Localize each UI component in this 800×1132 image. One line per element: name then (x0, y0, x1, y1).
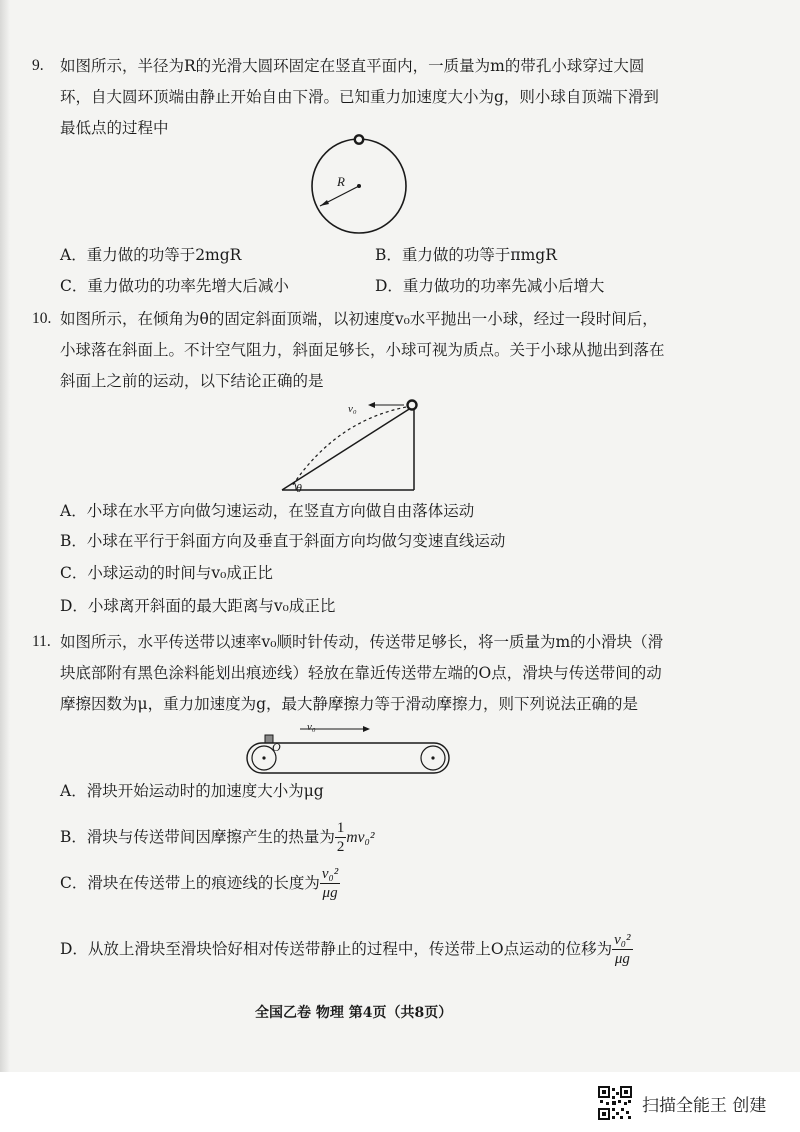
q10-stem-line-1: 如图所示，在倾角为θ的固定斜面顶端，以初速度v₀水平抛出一小球，经过一段时间后， (60, 310, 658, 328)
q11-stem-line-3: 摩擦因数为μ，重力加速度为g，最大静摩擦力等于滑动摩擦力，则下列说法正确的是 (60, 695, 638, 713)
q9-stem-line-1: 如图所示，半径为R的光滑大圆环固定在竖直平面内，一质量为m的带孔小球穿过大圆 (60, 57, 645, 75)
q10-stem-line-3: 斜面上之前的运动，以下结论正确的是 (60, 372, 324, 390)
q11-belt-velocity-label: v₀ (307, 721, 316, 733)
q11-number: 11. (32, 633, 51, 650)
q11-option-c-denominator: μg (322, 885, 338, 901)
q11-option-d-numerator: v₀² (614, 932, 631, 948)
q9-stem-line-3: 最低点的过程中 (60, 119, 169, 137)
q11-stem-line-2: 块底部附有黑色涂料能划出痕迹线）轻放在靠近传送带左端的O点，滑块与传送带间的动 (60, 664, 662, 682)
q11-point-o-label: O (272, 740, 281, 754)
q11-option-b-numerator: 1 (336, 820, 345, 836)
q11-option-a: A．滑块开始运动时的加速度大小为μg (60, 782, 324, 800)
q10-option-d: D．小球离开斜面的最大距离与v₀成正比 (60, 597, 336, 615)
q11-option-c (60, 864, 340, 902)
qr-code-icon (598, 1086, 632, 1120)
q11-option-c-fraction (320, 866, 340, 902)
q11-option-b-fraction (335, 820, 347, 856)
page-edge-shadow (0, 0, 10, 1072)
q10-angle-label: θ (296, 481, 302, 495)
q9-option-d: D．重力做功的功率先减小后增大 (375, 277, 605, 295)
scanner-watermark-label: 扫描全能王 创建 (642, 1096, 767, 1116)
q11-option-b-text: B．滑块与传送带间因摩擦产生的热量为 (60, 828, 335, 846)
q11-option-d (60, 930, 633, 968)
q9-radius-label: R (337, 174, 345, 189)
q9-number: 9. (32, 57, 44, 74)
q10-stem-line-2: 小球落在斜面上。不计空气阻力，斜面足够长，小球可视为质点。关于小球从抛出到落在 (60, 341, 665, 359)
q9-option-c: C．重力做功的功率先增大后减小 (60, 277, 289, 295)
q9-stem-line-2: 环，自大圆环顶端由静止开始自由下滑。已知重力加速度大小为g，则小球自顶端下滑到 (60, 88, 659, 106)
page-footer: 全国乙卷 物理 第4页（共8页） (255, 1005, 453, 1021)
q11-option-b-tail: mv₀² (346, 829, 375, 846)
q11-option-d-fraction (612, 932, 632, 968)
q11-option-d-denominator: μg (614, 951, 630, 967)
q10-option-c: C．小球运动的时间与v₀成正比 (60, 564, 273, 582)
q10-velocity-label: v₀ (348, 403, 357, 415)
q10-number: 10. (32, 310, 52, 327)
q11-option-b (60, 818, 375, 857)
q11-stem-line-1: 如图所示，水平传送带以速率v₀顺时针传动，传送带足够长，将一质量为m的小滑块（滑 (60, 633, 664, 651)
q11-option-c-numerator: v₀² (321, 866, 339, 882)
q9-option-b: B．重力做的功等于πmgR (375, 246, 557, 264)
q10-option-b: B．小球在平行于斜面方向及垂直于斜面方向均做匀变速直线运动 (60, 532, 506, 550)
q11-option-b-denominator: 2 (336, 839, 345, 855)
q9-ring-figure (300, 130, 420, 242)
q10-option-a: A．小球在水平方向做匀速运动，在竖直方向做自由落体运动 (60, 502, 475, 520)
q9-option-a: A．重力做的功等于2mgR (60, 246, 242, 264)
q11-option-c-text: C．滑块在传送带上的痕迹线的长度为 (60, 874, 320, 892)
q11-option-d-text: D．从放上滑块至滑块恰好相对传送带静止的过程中，传送带上O点运动的位移为 (60, 940, 613, 958)
